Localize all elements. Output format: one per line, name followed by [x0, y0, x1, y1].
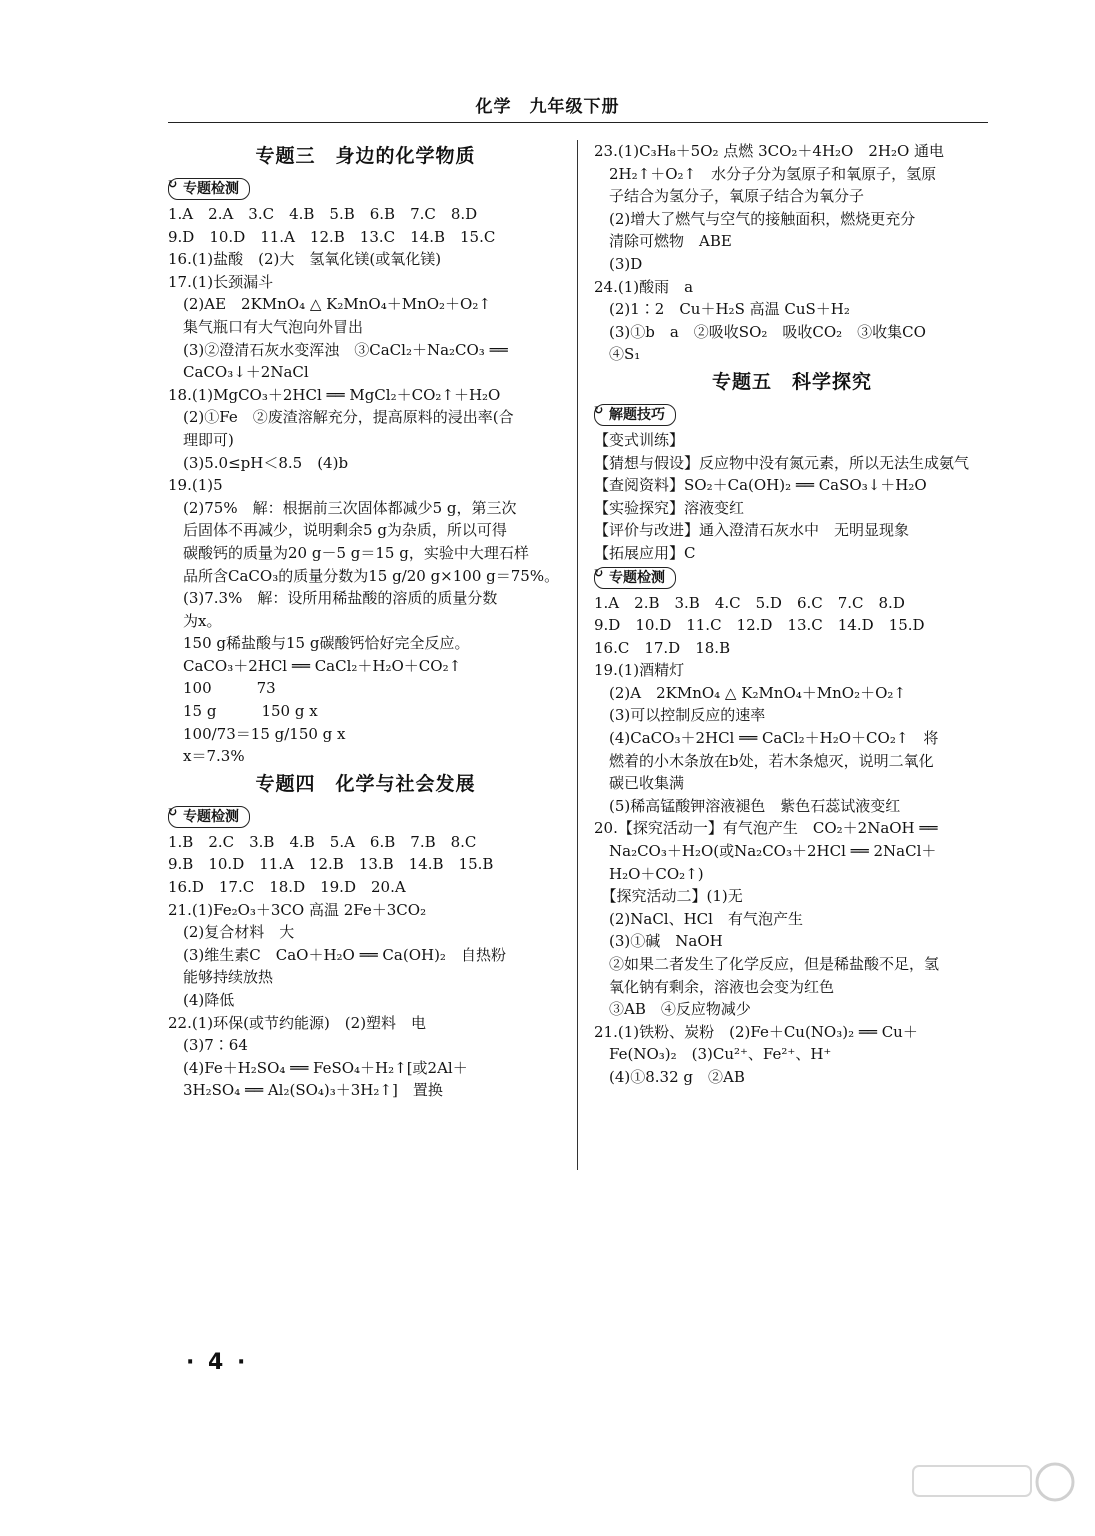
answer-line: 集气瓶口有大气泡向外冒出 [168, 317, 364, 336]
answer-line: 【实验探究】溶液变红 [594, 498, 745, 517]
answer-line: 【拓展应用】C [594, 543, 696, 562]
page-number: · 4 · [186, 1350, 249, 1375]
answer-line: 21.(1)铁粉、炭粉 (2)Fe＋Cu(NO₃)₂ ══ Cu＋ [594, 1022, 918, 1041]
answer-line: 15 g 150 g x [168, 702, 318, 721]
section4-answers [168, 831, 563, 1102]
answer-line: 100 73 [168, 679, 276, 698]
answer-line: 18.(1)MgCO₃＋2HCl ══ MgCl₂＋CO₂↑＋H₂O [168, 385, 501, 404]
answer-line: (4)CaCO₃＋2HCl ══ CaCl₂＋H₂O＋CO₂↑ 将 [594, 729, 939, 748]
answer-line: CaCO₃↓＋2NaCl [168, 363, 309, 382]
answer-line: Na₂CO₃＋H₂O(或Na₂CO₃＋2HCl ══ 2NaCl＋ [594, 842, 937, 861]
answer-line: 碳酸钙的质量为20 g－5 g＝15 g，实验中大理石样 [168, 543, 529, 562]
answer-line: (2)AE 2KMnO₄ △ K₂MnO₄＋MnO₂＋O₂↑ [168, 295, 491, 314]
answer-line: (2)A 2KMnO₄ △ K₂MnO₄＋MnO₂＋O₂↑ [594, 683, 906, 702]
section4-tag [168, 806, 250, 828]
answer-line: 燃着的小木条放在b处，若木条熄灭，说明二氧化 [594, 751, 934, 770]
answer-line: (2)75% 解：根据前三次固体都减少5 g，第三次 [168, 498, 517, 517]
answer-line: 3H₂SO₄ ══ Al₂(SO₄)₃＋3H₂↑] 置换 [168, 1081, 443, 1100]
answer-line: Fe(NO₃)₂ (3)Cu²⁺、Fe²⁺、H⁺ [594, 1045, 832, 1064]
answer-line: (4)Fe＋H₂SO₄ ══ FeSO₄＋H₂↑[或2Al＋ [168, 1058, 468, 1077]
answer-line: CaCO₃＋2HCl ══ CaCl₂＋H₂O＋CO₂↑ [168, 656, 462, 675]
continued-answers [594, 140, 990, 366]
answer-line: x＝7.3% [168, 747, 245, 766]
answer-line: 9.D 10.D 11.A 12.B 13.C 14.B 15.C [168, 227, 496, 246]
answer-line: (2)1∶2 Cu＋H₂S 高温 CuS＋H₂ [594, 300, 850, 319]
answer-line: 17.(1)长颈漏斗 [168, 272, 274, 291]
section5-title: 专题五 科学探究 [711, 370, 872, 393]
answer-line: 后固体不再减少，说明剩余5 g为杂质，所以可得 [168, 521, 507, 540]
answer-line: 氧化钠有剩余，溶液也会变为红色 [594, 977, 835, 996]
answer-line: 19.(1)5 [168, 476, 223, 495]
curved-arrow-icon: ↻ [167, 804, 178, 820]
answer-line: (3)维生素C CaO＋H₂O ══ Ca(OH)₂ 自热粉 [168, 945, 506, 964]
left-column [168, 140, 563, 1102]
answer-line: (3)7.3% 解：设所用稀盐酸的溶质的质量分数 [168, 589, 498, 608]
section3-answers [168, 203, 563, 768]
curved-arrow-icon: ↻ [593, 565, 604, 581]
answer-line: 16.C 17.D 18.B [594, 638, 731, 657]
answer-line: 21.(1)Fe₂O₃＋3CO 高温 2Fe＋3CO₂ [168, 900, 427, 919]
watermark-logo-icon [905, 1460, 1085, 1530]
answer-line: 20.【探究活动一】有气泡产生 CO₂＋2NaOH ══ [594, 819, 938, 838]
answer-line: (3)①b a ②吸收SO₂ 吸收CO₂ ③收集CO [594, 322, 926, 341]
answer-line: 品所含CaCO₃的质量分数为15 g/20 g×100 g＝75%。 [168, 566, 560, 585]
answer-line: 【探究活动二】(1)无 [594, 887, 743, 906]
answer-line: 清除可燃物 ABE [594, 232, 732, 251]
answer-line: 碳已收集满 [594, 774, 685, 793]
answer-line: 19.(1)酒精灯 [594, 661, 685, 680]
section5-tag1 [594, 404, 676, 426]
answer-line: (2)①Fe ②废渣溶解充分，提高原料的浸出率(合 [168, 408, 514, 427]
answer-line: (3)D [594, 254, 643, 273]
answer-line: (3)①碱 NaOH [594, 932, 723, 951]
answer-line: 为x。 [168, 611, 222, 630]
answer-line: 24.(1)酸雨 a [594, 277, 694, 296]
answer-line: 能够持续放热 [168, 968, 274, 987]
answer-line: H₂O＋CO₂↑) [594, 864, 704, 883]
curved-arrow-icon: ↻ [593, 402, 604, 418]
answer-line: 16.(1)盐酸 (2)大 氢氧化镁(或氧化镁) [168, 250, 442, 269]
section5-tag1-label: 解题技巧 [609, 406, 665, 423]
answer-line: 9.D 10.D 11.C 12.D 13.C 14.D 15.D [594, 616, 925, 635]
answer-line: 1.B 2.C 3.B 4.B 5.A 6.B 7.B 8.C [168, 832, 477, 851]
answer-line: 【猜想与假设】反应物中没有氮元素，所以无法生成氨气 [594, 453, 970, 472]
answer-line: 1.A 2.B 3.B 4.C 5.D 6.C 7.C 8.D [594, 593, 905, 612]
answer-line: 16.D 17.C 18.D 19.D 20.A [168, 878, 406, 897]
answer-line: 22.(1)环保(或节约能源) (2)塑料 电 [168, 1013, 427, 1032]
answer-line: 23.(1)C₃H₈＋5O₂ 点燃 3CO₂＋4H₂O 2H₂O 通电 [594, 142, 945, 160]
answer-line: (4)降低 [168, 991, 235, 1009]
answer-line: (2)增大了燃气与空气的接触面积，燃烧更充分 [594, 209, 916, 228]
answer-line: 【变式训练】 [594, 430, 685, 449]
answer-line: 1.A 2.A 3.C 4.B 5.B 6.B 7.C 8.D [168, 205, 478, 223]
curved-arrow-icon: ↻ [167, 177, 178, 192]
answer-line: ②如果二者发生了化学反应，但是稀盐酸不足，氢 [594, 955, 940, 973]
answer-line: (3)7∶64 [168, 1036, 248, 1055]
section5-tag2-label: 专题检测 [609, 569, 665, 586]
answer-line: (3)可以控制反应的速率 [594, 706, 766, 725]
answer-line: 理即可) [168, 430, 234, 449]
answer-line: ④S₁ [594, 345, 641, 364]
answer-line: ③AB ④反应物减少 [594, 1000, 751, 1019]
section3-title: 专题三 身边的化学物质 [255, 145, 476, 167]
section5-answers [594, 592, 990, 1089]
answer-line: (5)稀高锰酸钾溶液褪色 紫色石蕊试液变红 [594, 796, 901, 815]
answer-line: (4)①8.32 g ②AB [594, 1067, 745, 1086]
section4-title: 专题四 化学与社会发展 [255, 772, 476, 795]
answer-line: (2)复合材料 大 [168, 923, 295, 942]
section5-tag2 [594, 567, 676, 589]
header-rule [168, 122, 988, 123]
right-column [594, 140, 990, 1089]
section3-tag [168, 178, 250, 200]
page-header-title: 化学 九年级下册 [475, 97, 620, 117]
answer-line: (3)②澄清石灰水变浑浊 ③CaCl₂＋Na₂CO₃ ══ [168, 340, 508, 359]
column-divider [577, 140, 578, 1170]
answer-line: 【评价与改进】通入澄清石灰水中 无明显现象 [594, 521, 910, 540]
answer-line: 2H₂↑＋O₂↑ 水分子分为氢原子和氧原子，氢原 [594, 164, 937, 183]
answer-line: 【查阅资料】SO₂＋Ca(OH)₂ ══ CaSO₃↓＋H₂O [594, 476, 927, 495]
answer-line: 150 g稀盐酸与15 g碳酸钙恰好完全反应。 [168, 634, 470, 653]
section5-tips [594, 429, 990, 565]
section3-tag-label: 专题检测 [183, 181, 239, 197]
answer-line: 子结合为氢分子，氧原子结合为氧分子 [594, 187, 865, 206]
answer-line: 9.B 10.D 11.A 12.B 13.B 14.B 15.B [168, 855, 494, 874]
answer-line: 100/73＝15 g/150 g x [168, 724, 346, 743]
answer-line: (3)5.0≤pH＜8.5 (4)b [168, 453, 349, 472]
answer-line: (2)NaCl、HCl 有气泡产生 [594, 909, 803, 928]
section4-tag-label: 专题检测 [183, 808, 239, 825]
